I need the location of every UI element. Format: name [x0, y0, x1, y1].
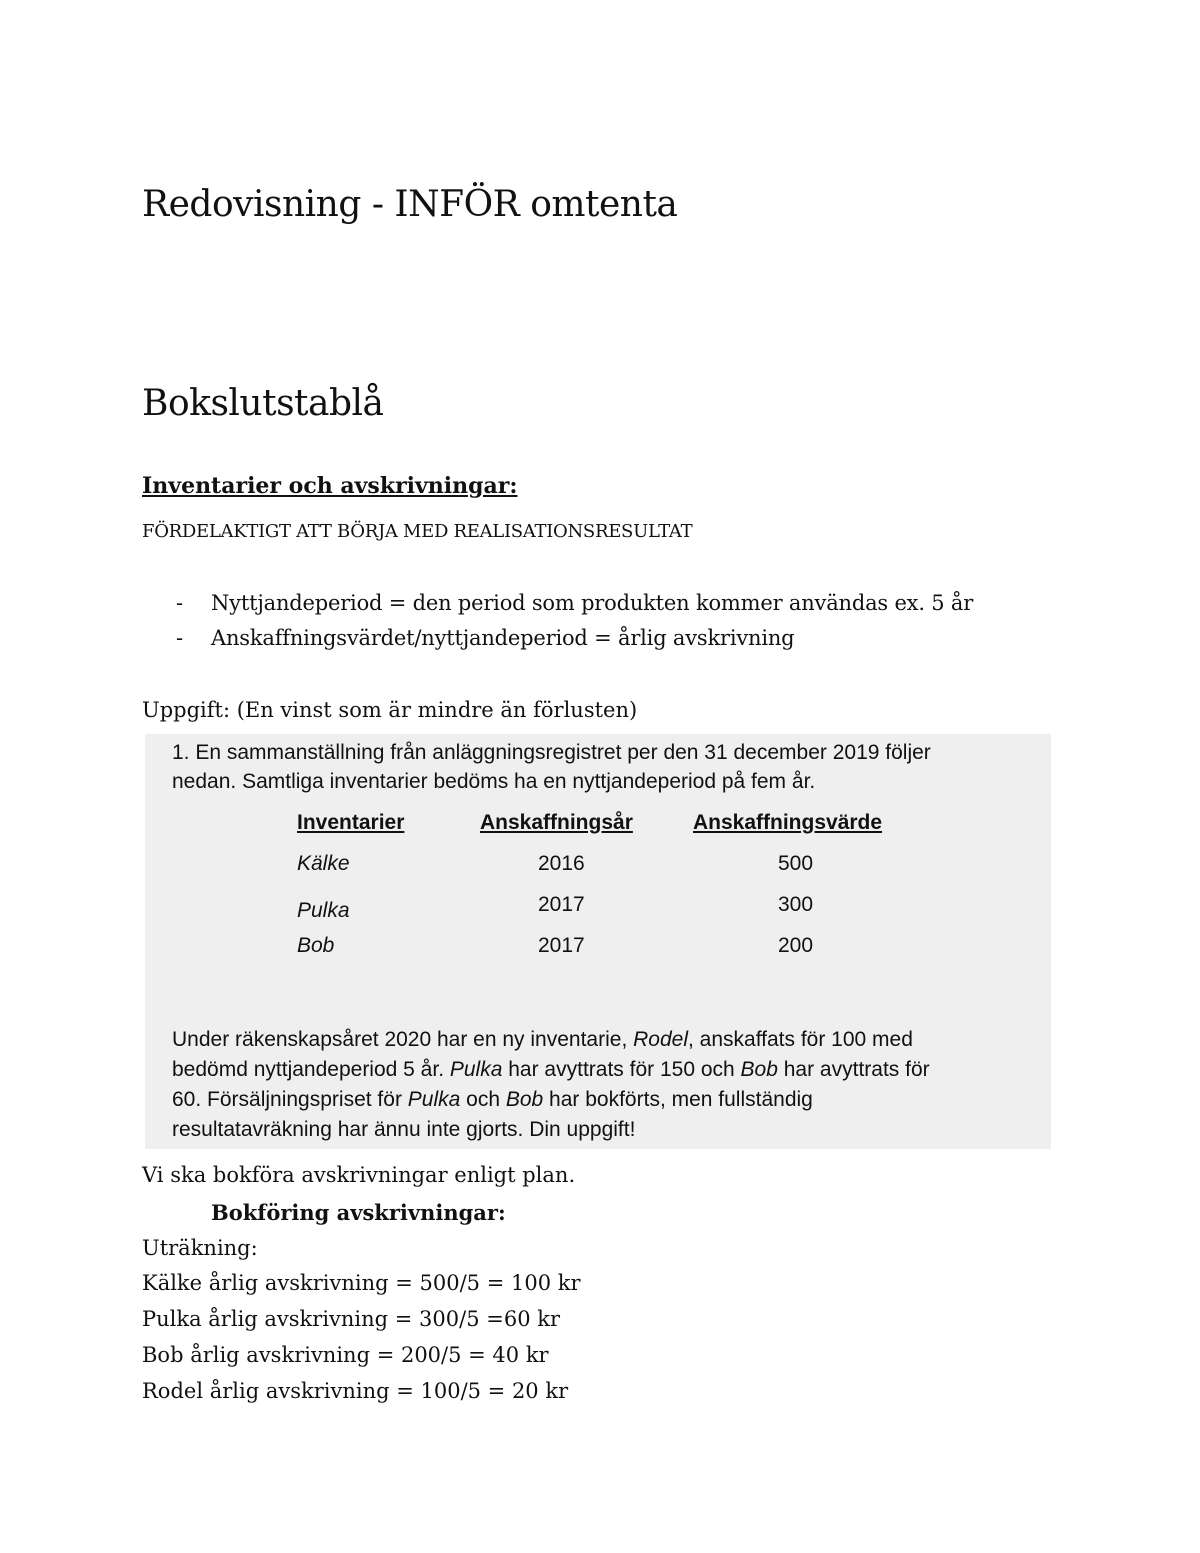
- bullet-text: Anskaffningsvärdet/nyttjandeperiod = årlig avskrivning: [211, 626, 795, 650]
- calc-line: Pulka årlig avskrivning = 300/5 =60 kr: [142, 1307, 561, 1331]
- bullet-item: [176, 626, 794, 650]
- table-cell-value: 200: [778, 934, 814, 957]
- page-title: Redovisning - INFÖR omtenta: [142, 184, 678, 225]
- calc-label: Uträkning:: [142, 1236, 258, 1260]
- table-header-anskaffningsar: Anskaffningsår: [480, 811, 633, 834]
- subheading: Inventarier och avskrivningar:: [142, 473, 518, 499]
- section-heading: Bokslutstablå: [142, 383, 384, 424]
- bullet-marker: -: [176, 591, 183, 615]
- table-cell-year: 2017: [538, 893, 585, 916]
- table-cell-name: Pulka: [297, 899, 350, 922]
- task-screenshot-box: [145, 734, 1051, 1149]
- task-paragraph-line: bedömd nyttjandeperiod 5 år. Pulka har avyttrats för 150 och Bob har avyttrats för: [172, 1058, 930, 1081]
- caps-note: FÖRDELAKTIGT ATT BÖRJA MED REALISATIONSRESULTAT: [142, 521, 693, 542]
- bullet-marker: -: [176, 626, 183, 650]
- solution-heading: Bokföring avskrivningar:: [211, 1200, 506, 1225]
- bullet-item: [176, 591, 973, 615]
- task-paragraph-line: 60. Försäljningspriset för Pulka och Bob har bokförts, men fullständig: [172, 1088, 813, 1111]
- task-paragraph-line: resultatavräkning har ännu inte gjorts. Din uppgift!: [172, 1118, 636, 1141]
- table-cell-year: 2017: [538, 934, 585, 957]
- calc-line: Bob årlig avskrivning = 200/5 = 40 kr: [142, 1343, 549, 1367]
- table-header-inventarier: Inventarier: [297, 811, 405, 834]
- table-cell-value: 500: [778, 852, 814, 875]
- uppgift-line: Uppgift: (En vinst som är mindre än förlusten): [142, 698, 638, 722]
- bullet-text: Nyttjandeperiod = den period som produkten kommer användas ex. 5 år: [211, 591, 974, 615]
- table-cell-value: 300: [778, 893, 814, 916]
- table-cell-name: Bob: [297, 934, 335, 957]
- calc-line: Kälke årlig avskrivning = 500/5 = 100 kr: [142, 1271, 581, 1295]
- task-intro-line: nedan. Samtliga inventarier bedöms ha en nyttjandeperiod på fem år.: [172, 770, 816, 793]
- table-cell-year: 2016: [538, 852, 585, 875]
- solution-intro: Vi ska bokföra avskrivningar enligt plan.: [142, 1163, 576, 1187]
- task-paragraph-line: Under räkenskapsåret 2020 har en ny inventarie, Rodel, anskaffats för 100 med: [172, 1028, 913, 1051]
- calc-line: Rodel årlig avskrivning = 100/5 = 20 kr: [142, 1379, 569, 1403]
- table-cell-name: Kälke: [297, 852, 350, 875]
- task-intro-line: 1. En sammanställning från anläggningsregistret per den 31 december 2019 följer: [172, 741, 931, 764]
- table-header-anskaffningsvarde: Anskaffningsvärde: [693, 811, 883, 834]
